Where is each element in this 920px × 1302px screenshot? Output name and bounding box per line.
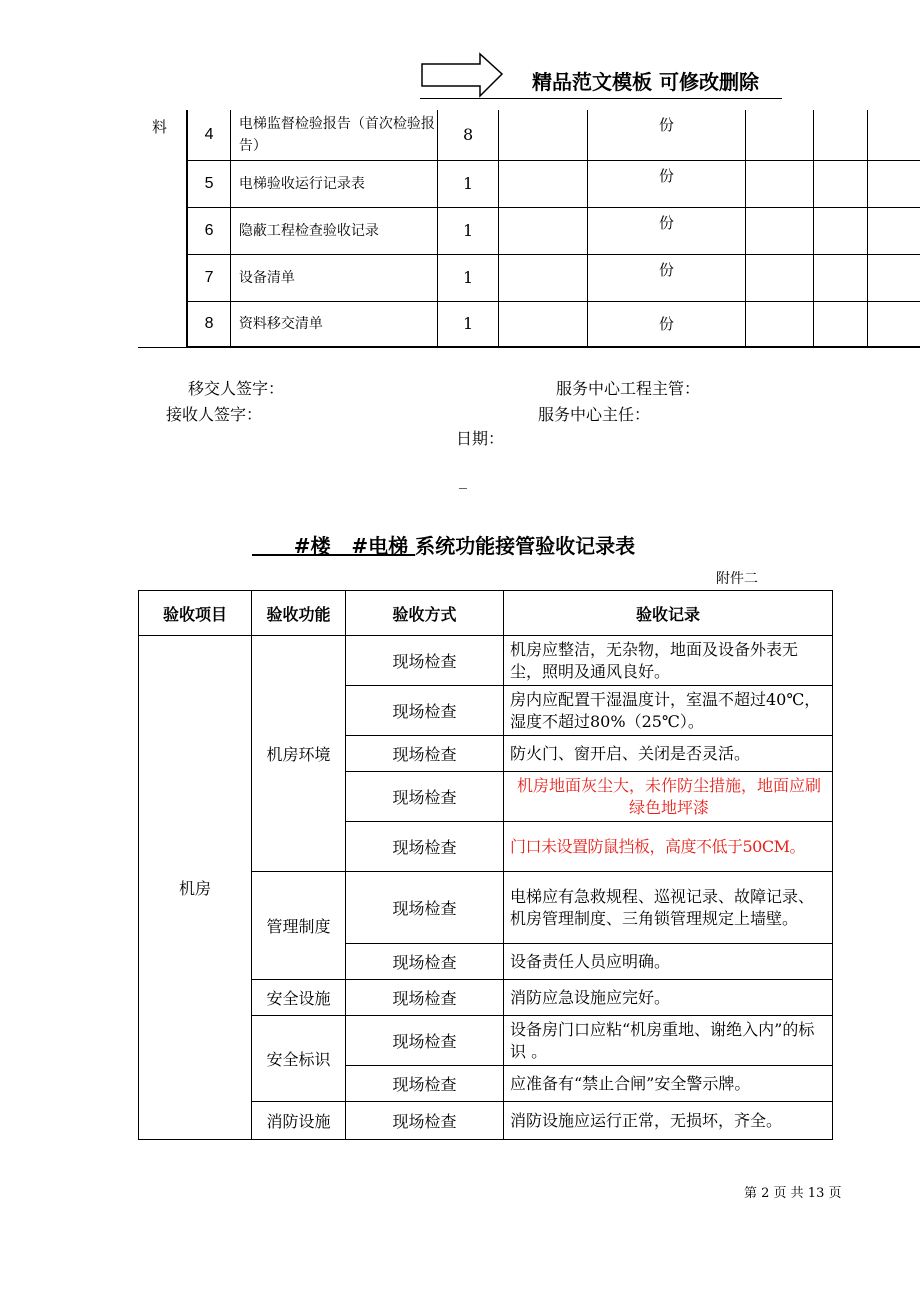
side-label: 料 [138,110,187,347]
page-number: 第 2 页 共 13 页 [744,1186,842,1201]
record-cell-highlight: 机房地面灰尘大，未作防尘措施，地面应刷绿色地坪漆 [504,772,833,822]
record-cell: 设备责任人员应明确。 [504,944,833,980]
item-name: 电梯验收运行记录表 [230,160,437,207]
empty-cell [813,254,867,301]
empty-cell [745,301,813,347]
empty-cell [813,160,867,207]
empty-cell [745,160,813,207]
header-project: 验收项目 [139,591,252,636]
center-director-signature: 服务中心主任： [538,405,651,424]
row-number: 7 [187,254,230,301]
method-cell: 现场检查 [346,1102,504,1140]
empty-cell [498,110,587,160]
header-function: 验收功能 [252,591,346,636]
dash-mark: _ [459,470,467,489]
item-qty: 1 [438,160,499,207]
function-cell: 管理制度 [252,872,346,980]
empty-cell [813,110,867,160]
function-cell: 安全标识 [252,1016,346,1102]
record-cell: 消防应急设施应完好。 [504,980,833,1016]
materials-table [138,110,920,348]
table-row [138,207,920,254]
row-number: 5 [187,160,230,207]
empty-cell [498,301,587,347]
method-cell: 现场检查 [346,636,504,686]
empty-cell [868,160,920,207]
row-number: 4 [187,110,230,160]
form-title-prefix: #楼 #电梯 [252,534,416,558]
empty-cell [498,160,587,207]
empty-cell [498,207,587,254]
acceptance-table [138,590,833,1140]
record-cell: 设备房门口应粘“机房重地、谢绝入内”的标识 。 [504,1016,833,1066]
method-cell: 现场检查 [346,980,504,1016]
method-cell: 现场检查 [346,944,504,980]
transferor-signature: 移交人签字： [188,379,285,398]
record-cell: 防火门、窗开启、关闭是否灵活。 [504,736,833,772]
empty-cell [498,254,587,301]
header-rule [420,98,782,99]
header-title: 精品范文模板 可修改删除 [532,70,759,94]
row-number: 8 [187,301,230,347]
record-cell: 应准备有“禁止合闸”安全警示牌。 [504,1066,833,1102]
arrow-icon [420,52,506,100]
empty-cell [745,254,813,301]
record-cell: 电梯应有急救规程、巡视记录、故障记录、机房管理制度、三角锁管理规定上墙壁。 [504,872,833,944]
record-cell: 房内应配置干湿温度计，室温不超过40℃，湿度不超过80%（25℃）。 [504,686,833,736]
record-cell: 消防设施应运行正常，无损坏，齐全。 [504,1102,833,1140]
item-unit: 份 [588,160,745,207]
table-row [139,636,833,686]
form-title-suffix: 系统功能接管验收记录表 [415,534,636,558]
method-cell: 现场检查 [346,736,504,772]
header-record: 验收记录 [504,591,833,636]
annex-label: 附件二 [716,571,758,587]
function-cell: 安全设施 [252,980,346,1016]
item-name: 隐蔽工程检查验收记录 [230,207,437,254]
item-unit: 份 [588,110,745,160]
record-cell: 机房应整洁，无杂物，地面及设备外表无尘，照明及通风良好。 [504,636,833,686]
item-name: 设备清单 [230,254,437,301]
engineering-supervisor-signature: 服务中心工程主管： [556,379,701,398]
empty-cell [813,301,867,347]
item-unit: 份 [588,254,745,301]
record-cell-highlight: 门口未设置防鼠挡板，高度不低于50CM。 [504,822,833,872]
item-unit: 份 [588,207,745,254]
project-cell: 机房 [139,636,252,1140]
method-cell: 现场检查 [346,872,504,944]
method-cell: 现场检查 [346,1066,504,1102]
item-name: 电梯监督检验报告（首次检验报告） [230,110,437,160]
header-method: 验收方式 [346,591,504,636]
item-unit: 份 [588,301,745,347]
row-number: 6 [187,207,230,254]
empty-cell [745,110,813,160]
method-cell: 现场检查 [346,822,504,872]
function-cell: 机房环境 [252,636,346,872]
table-row [138,254,920,301]
item-name: 资料移交清单 [230,301,437,347]
table-row [138,110,920,160]
method-cell: 现场检查 [346,686,504,736]
empty-cell [868,207,920,254]
method-cell: 现场检查 [346,1016,504,1066]
table-row [138,301,920,347]
empty-cell [813,207,867,254]
function-cell: 消防设施 [252,1102,346,1140]
empty-cell [868,254,920,301]
table-row [138,160,920,207]
method-cell: 现场检查 [346,772,504,822]
item-qty: 8 [438,110,499,160]
empty-cell [745,207,813,254]
form-title [252,530,635,559]
empty-cell [868,301,920,347]
table-header-row [139,591,833,636]
receiver-signature: 接收人签字： [166,405,263,424]
date-label: 日期： [456,429,505,448]
item-qty: 1 [438,254,499,301]
empty-cell [868,110,920,160]
item-qty: 1 [438,207,499,254]
item-qty: 1 [438,301,499,347]
